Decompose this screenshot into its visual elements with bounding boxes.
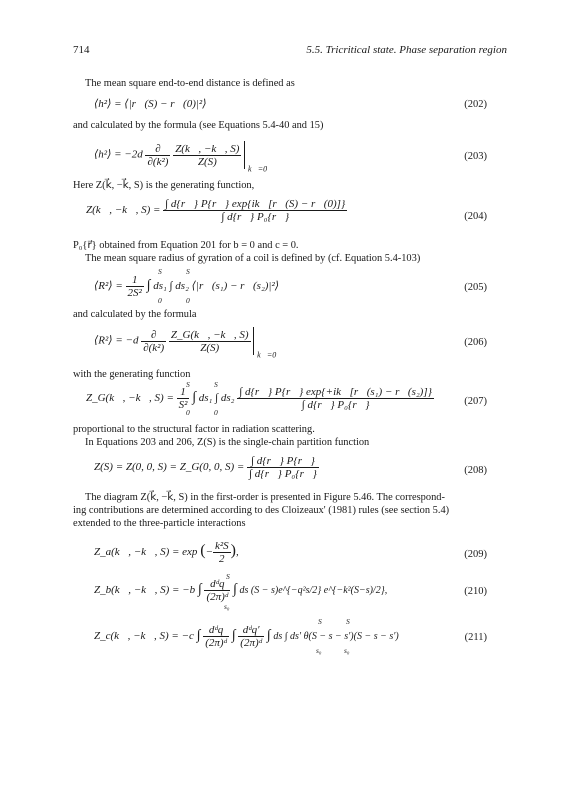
eq209-open-paren: ( — [200, 542, 206, 560]
eq208-den: ∫ d{r⃗} P₀{r⃗} — [249, 468, 317, 480]
equation-207 — [86, 386, 434, 411]
eq210-integral-sign-2: ∫ — [232, 582, 237, 598]
eq206-den-2: Z(S) — [200, 341, 220, 354]
eq211-den-1: (2π)ᵈ — [205, 637, 227, 649]
eq210-den: (2π)ᵈ — [206, 591, 229, 603]
equation-211 — [94, 624, 399, 649]
eq206-num-1: ∂ — [141, 329, 166, 342]
eq210-frac — [204, 578, 230, 603]
eq203-num-2: Z(k⃗, −k⃗, S) — [175, 142, 240, 155]
eq203-subscript: k⃗=0 — [247, 164, 268, 174]
eq205-body: ds₁ ∫ ds₂ ⟨|r⃗(s₁) − r⃗(s₂)|²⟩ — [153, 280, 280, 293]
eq209-close-paren: ) — [230, 542, 236, 560]
eq206-num-2: Z_G(k⃗, −k⃗, S) — [170, 328, 249, 341]
paragraph-4: P₀{r⃗} obtained from Equation 201 for b = 0 and c = 0. — [73, 240, 299, 251]
eq205-frac — [126, 274, 144, 299]
eq207-num-2: ∫ d{r⃗} P{r⃗} exp{+ik⃗[r⃗(s₁) − r⃗(s₂)]} — [239, 386, 433, 398]
equation-206 — [94, 327, 276, 362]
eq205-integral-sign: ∫ — [146, 278, 151, 294]
eq210-num: dᵈq — [204, 578, 230, 591]
eq203-den-2: Z(S) — [197, 155, 217, 168]
eq209-num: k²S — [214, 540, 229, 552]
eq206-evaluation-bar — [253, 327, 254, 355]
eq203-evaluation-bar — [244, 141, 245, 169]
eq203-frac-1 — [145, 143, 170, 168]
eq207-mid: ds₁ ∫ ds₂ — [198, 392, 235, 405]
equation-210 — [94, 578, 387, 603]
eq206-frac-2 — [169, 329, 251, 354]
eq206-subscript: k⃗=0 — [257, 350, 277, 360]
eq203-lhs: ⟨h²⟩ = −2d — [94, 148, 143, 161]
eq211-lower-limit-1: s₀ — [316, 646, 322, 655]
equation-208 — [94, 455, 319, 480]
eq211-body: ds ∫ ds′ θ(S − s − s′)(S − s − s′) — [273, 631, 399, 643]
eq210-upper-limit: S — [226, 572, 230, 581]
eq207-integral-sign: ∫ — [192, 390, 197, 406]
eq208-frac — [247, 455, 319, 480]
eq209-den: 2 — [219, 553, 225, 565]
eq204-lhs: Z(k⃗, −k⃗, S) = — [86, 204, 161, 217]
equation-number-208: (208) — [464, 465, 487, 476]
eq207-num-1: 1 — [177, 386, 190, 399]
eq211-frac-1 — [203, 624, 229, 649]
eq211-upper-limit-2: S — [346, 617, 350, 626]
equation-number-209: (209) — [464, 549, 487, 560]
eq206-lhs: ⟨R²⟩ = −d — [94, 334, 139, 347]
eq206-frac-1 — [141, 329, 166, 354]
eq210-body: ds (S − s)e^{−q²s/2} e^{−k²(S−s)/2}, — [239, 585, 388, 597]
paragraph-10-line-1: The diagram Z(k⃗, −k⃗, S) in the first-order is presented in Figure 5.46. The correspond- — [85, 492, 445, 503]
eq205-upper-limit-2: S — [186, 267, 190, 276]
equation-203 — [94, 141, 267, 176]
equation-number-211: (211) — [464, 632, 487, 643]
equation-number-204: (204) — [464, 211, 487, 222]
equation-209: Z_a(k⃗, −k⃗, S) = exp (− $\frac{\text{k²S}}{2}$ ), — [94, 540, 239, 565]
paragraph-7: with the generating function — [73, 369, 191, 380]
eq211-num-1: dᵈq — [203, 624, 229, 637]
paragraph-2: and calculated by the formula (see Equations 5.4-40 and 15) — [73, 120, 324, 131]
eq208-num: ∫ d{r⃗} P{r⃗} — [247, 455, 319, 468]
eq209-frac — [213, 540, 231, 565]
eq209-lhs: Z_a(k⃗, −k⃗, S) = exp — [94, 546, 198, 559]
eq209-minus: − — [205, 546, 213, 559]
eq207-upper-limit-2: S — [214, 380, 218, 389]
eq203-num-1: ∂ — [145, 143, 170, 156]
eq207-upper-limit-1: S — [186, 380, 190, 389]
eq205-lower-limit-2: 0 — [186, 296, 190, 305]
eq205-lower-limit-1: 0 — [158, 296, 162, 305]
eq211-frac-2 — [238, 624, 264, 649]
eq211-integral-sign-2: ∫ — [231, 628, 236, 644]
eq211-integral-sign-3: ∫ — [266, 628, 271, 644]
equation-number-207: (207) — [464, 396, 487, 407]
eq207-lower-limit-1: 0 — [186, 408, 190, 417]
paragraph-1: The mean square end-to-end distance is defined as — [85, 78, 295, 89]
eq208-lhs: Z(S) = Z(0, 0, S) = Z_G(0, 0, S) = — [94, 461, 245, 474]
eq211-integral-sign-1: ∫ — [196, 628, 201, 644]
eq210-integral-sign-1: ∫ — [197, 582, 202, 598]
eq207-frac-2 — [237, 386, 434, 411]
eq206-den-1: ∂(k²) — [143, 341, 165, 354]
running-title: 5.5. Tricritical state. Phase separation region — [306, 44, 507, 56]
paragraph-9: In Equations 203 and 206, Z(S) is the single-chain partition function — [85, 437, 370, 448]
eq204-num: ∫ d{r⃗} P{r⃗} exp{ik⃗[r⃗(S) − r⃗(0)]} — [165, 198, 346, 210]
eq207-lower-limit-2: 0 — [214, 408, 218, 417]
paragraph-10-line-2: ing contributions are determined according to des Cloizeaux' (1981) rules (see section 5.4) — [73, 505, 450, 516]
eq204-den: ∫ d{r⃗} P₀{r⃗} — [221, 211, 290, 223]
eq205-lhs: ⟨R²⟩ = — [94, 280, 123, 293]
eq207-den-2: ∫ d{r⃗} P₀{r⃗} — [301, 399, 370, 411]
eq203-frac-2 — [173, 143, 241, 168]
eq205-num: 1 — [126, 274, 144, 287]
paragraph-10-line-3: extended to the three-particle interactions — [73, 518, 246, 529]
eq203-den-1: ∂(k²) — [147, 155, 169, 168]
equation-number-203: (203) — [464, 151, 487, 162]
equation-number-210: (210) — [464, 586, 487, 597]
eq205-den: 2S² — [127, 287, 142, 299]
eq207-lhs: Z_G(k⃗, −k⃗, S) = — [86, 392, 174, 405]
equation-202: ⟨h²⟩ = ⟨|r⃗(S) − r⃗(0)|²⟩ — [94, 98, 207, 110]
paragraph-6: and calculated by the formula — [73, 309, 197, 320]
paragraph-5: The mean square radius of gyration of a coil is defined by (cf. Equation 5.4-103) — [85, 253, 421, 264]
eq207-den-1: S² — [178, 399, 188, 411]
eq210-lower-limit: s₀ — [224, 602, 230, 611]
eq211-num-2: dᵈq′ — [238, 624, 264, 637]
eq211-den-2: (2π)ᵈ — [240, 637, 263, 649]
equation-number-202: (202) — [464, 99, 487, 110]
equation-204 — [86, 198, 347, 223]
eq211-lower-limit-2: s₀ — [344, 646, 350, 655]
eq210-lhs: Z_b(k⃗, −k⃗, S) = −b — [94, 584, 196, 597]
eq204-frac — [163, 198, 347, 223]
paragraph-8: proportional to the structural factor in radiation scattering. — [73, 424, 315, 435]
eq211-upper-limit-1: S — [318, 617, 322, 626]
page-number: 714 — [73, 44, 90, 56]
paragraph-3: Here Z(k⃗, −k⃗, S) is the generating function, — [73, 180, 255, 191]
equation-number-206: (206) — [464, 337, 487, 348]
eq205-upper-limit-1: S — [158, 267, 162, 276]
equation-number-205: (205) — [464, 282, 487, 293]
eq211-lhs: Z_c(k⃗, −k⃗, S) = −c — [94, 630, 194, 643]
